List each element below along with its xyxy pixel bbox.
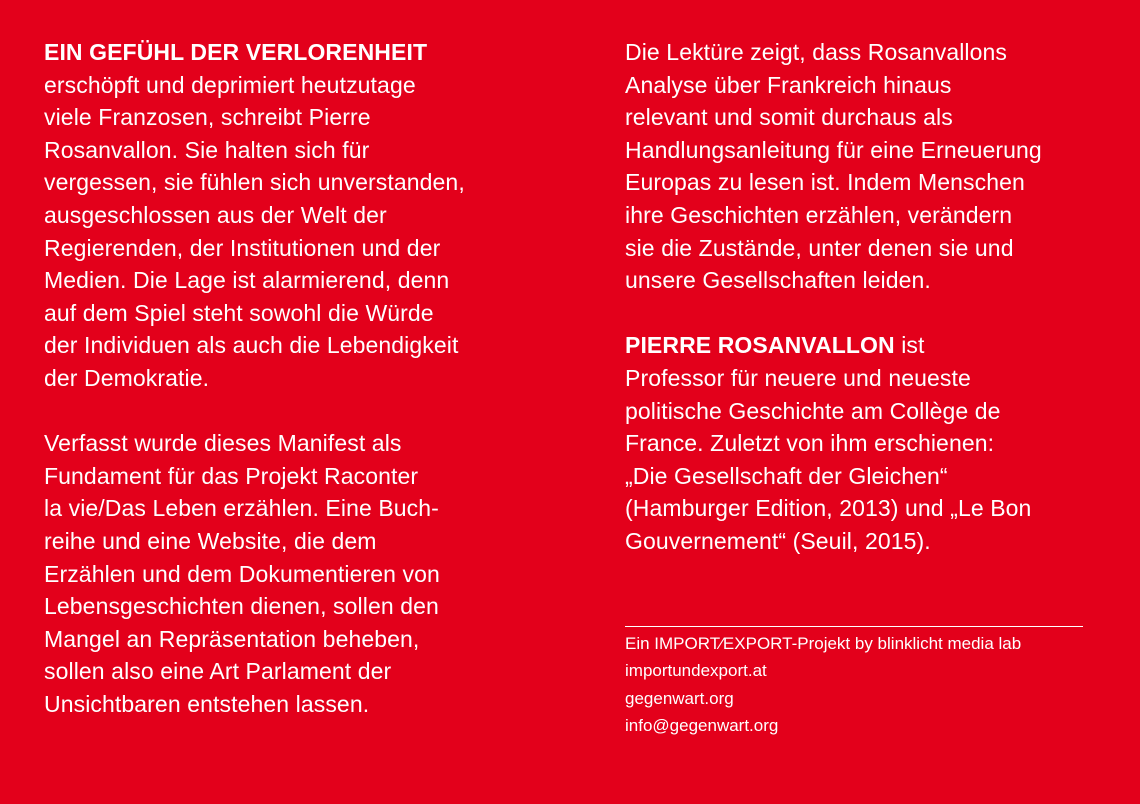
text-line: vergessen, sie fühlen sich unverstanden, [44, 169, 465, 196]
text-line: Lebensgeschichten dienen, sollen den [44, 593, 439, 620]
author-name: PIERRE ROSANVALLON [625, 332, 895, 359]
author-bio [625, 329, 1105, 557]
importundexport-link[interactable]: importundexport.at [625, 661, 767, 681]
text-line: Die Lektüre zeigt, dass Rosanvallons [625, 39, 1008, 65]
text-line: politische Geschichte am Collège de [625, 397, 1001, 424]
text-line: reihe und eine Website, die dem [44, 527, 377, 554]
email-link[interactable]: info@gegenwart.org [625, 716, 779, 736]
text-line: unsere Gesellschaften leiden. [625, 267, 931, 294]
text-line: Rosanvallon. Sie halten sich für [44, 136, 370, 163]
gegenwart-link[interactable]: gegenwart.org [625, 688, 734, 708]
text-line: „Die Gesellschaft der Gleichen“ [625, 462, 948, 489]
text-line: Analyse über Frankreich hinaus [625, 71, 952, 98]
text-line: ihre Geschichten erzählen, verändern [625, 201, 1013, 228]
text-line: viele Franzosen, schreibt Pierre [44, 104, 371, 131]
text-line: Gouvernement“ (Seuil, 2015). [625, 527, 931, 554]
text-line: relevant und somit durchaus als [625, 104, 953, 131]
right-column [625, 36, 1105, 558]
text-line: France. Zuletzt von ihm erschienen: [625, 430, 995, 457]
text-line: auf dem Spiel steht sowohl die Würde [44, 299, 434, 326]
text-line: Handlungsanleitung für eine Erneuerung [625, 136, 1042, 163]
relevance-paragraph [625, 36, 1105, 297]
text-line: der Individuen als auch die Lebendigkeit [44, 332, 459, 359]
author-line [625, 329, 1105, 362]
text-line: Professor für neuere und neueste [625, 364, 971, 391]
text-line: Medien. Die Lage ist alarmierend, denn [44, 267, 450, 294]
text-line: Fundament für das Projekt Raconter [44, 462, 419, 489]
text-line: sie die Zustände, unter denen sie und [625, 234, 1014, 261]
project-credit: Ein IMPORT⁄EXPORT-Projekt by blinklicht media lab [625, 634, 1022, 653]
paragraph-spacer [625, 297, 1105, 330]
text-line: Europas zu lesen ist. Indem Menschen [625, 169, 1025, 196]
footer [625, 630, 1021, 740]
intro-heading: EIN GEFÜHL DER VERLORENHEIT [44, 39, 428, 65]
text-line: (Hamburger Edition, 2013) und „Le Bon [625, 495, 1032, 522]
text-line: ausgeschlossen aus der Welt der [44, 201, 387, 228]
text-line: erschöpft und deprimiert heutzutage [44, 71, 416, 98]
text-line: la vie/Das Leben erzählen. Eine Buch- [44, 495, 439, 522]
left-column [44, 36, 524, 720]
text-line: Regierenden, der Institutionen und der [44, 234, 441, 261]
manifest-paragraph [44, 427, 524, 720]
text-line: der Demokratie. [44, 364, 210, 391]
text-line: Erzählen und dem Dokumentieren von [44, 560, 440, 587]
footer-divider [625, 626, 1083, 627]
author-name-suffix: ist [894, 332, 925, 359]
intro-paragraph [44, 69, 524, 395]
text-line: Mangel an Repräsentation beheben, [44, 625, 420, 652]
text-line: Unsichtbaren entstehen lassen. [44, 690, 370, 717]
text-line: sollen also eine Art Parlament der [44, 658, 392, 685]
paragraph-spacer [44, 395, 524, 428]
text-line: Verfasst wurde dieses Manifest als [44, 430, 402, 457]
